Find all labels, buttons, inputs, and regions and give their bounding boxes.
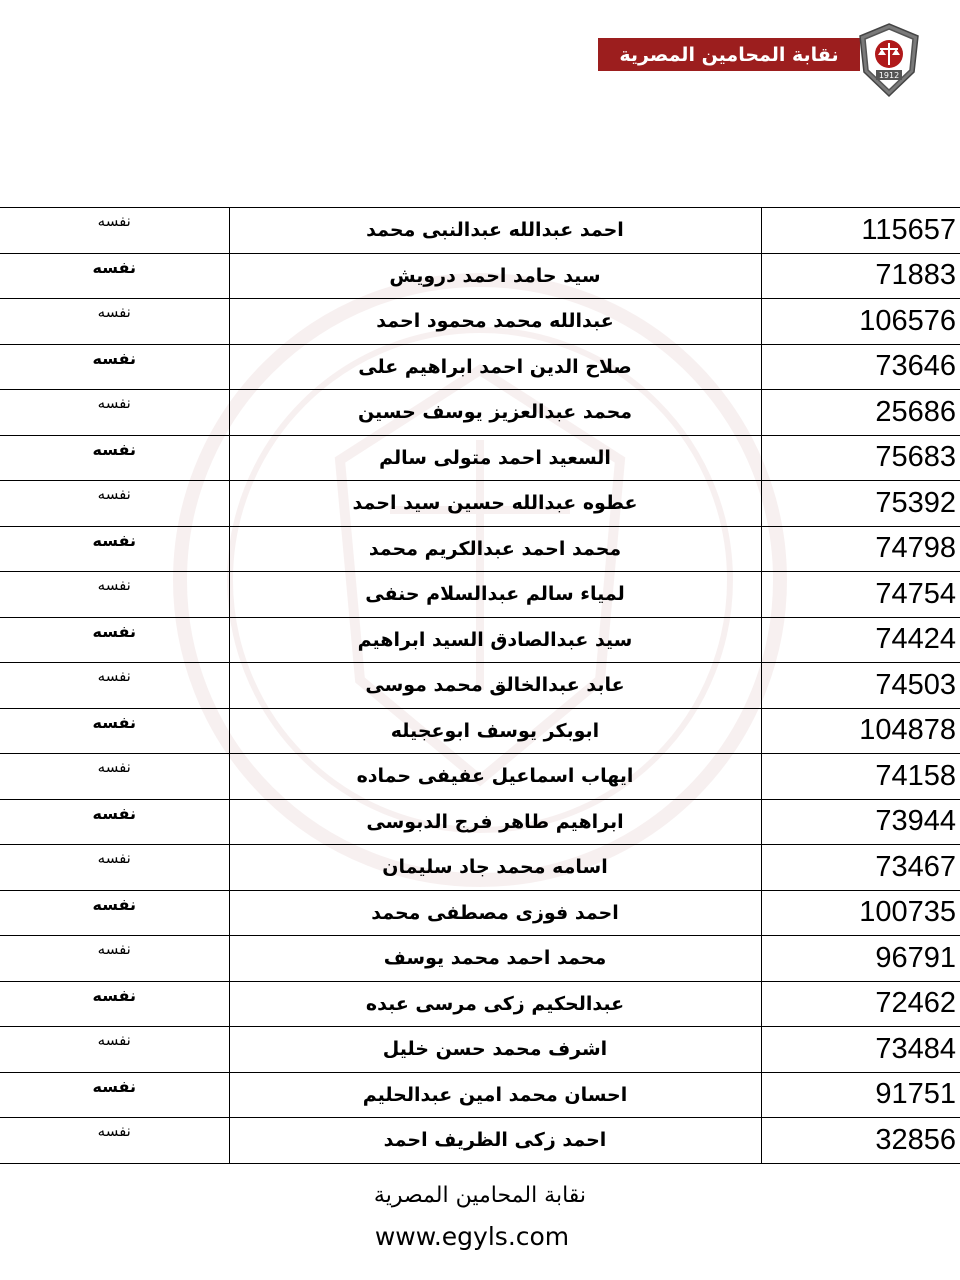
registration-number-cell: 74754 bbox=[761, 572, 960, 618]
registration-number-cell: 74424 bbox=[761, 617, 960, 663]
footer-title: نقابة المحامين المصرية bbox=[373, 1183, 587, 1208]
table-row bbox=[0, 344, 960, 390]
member-name-cell: احمد زكى الظريف احمد bbox=[229, 1118, 761, 1164]
table-row bbox=[0, 390, 960, 436]
table-row bbox=[0, 799, 960, 845]
registration-number-cell: 74798 bbox=[761, 526, 960, 572]
table-row bbox=[0, 708, 960, 754]
status-cell: نفسه bbox=[0, 526, 229, 572]
status-cell: نفسه bbox=[0, 981, 229, 1027]
member-name-cell: لمياء سالم عبدالسلام حنفى bbox=[229, 572, 761, 618]
registration-number-cell: 106576 bbox=[761, 299, 960, 345]
member-name-cell: اسامه محمد جاد سليمان bbox=[229, 845, 761, 891]
member-name-cell: محمد احمد عبدالكريم محمد bbox=[229, 526, 761, 572]
table-row bbox=[0, 1072, 960, 1118]
registration-number-cell: 115657 bbox=[761, 208, 960, 254]
registration-number-cell: 73484 bbox=[761, 1027, 960, 1073]
member-name-cell: صلاح الدين احمد ابراهيم على bbox=[229, 344, 761, 390]
status-cell: نفسه bbox=[0, 1072, 229, 1118]
status-cell: نفسه bbox=[0, 390, 229, 436]
registration-number-cell: 72462 bbox=[761, 981, 960, 1027]
registration-number-cell: 96791 bbox=[761, 936, 960, 982]
member-name-cell: احمد عبدالله عبدالنبى محمد bbox=[229, 208, 761, 254]
status-cell: نفسه bbox=[0, 754, 229, 800]
table-row bbox=[0, 890, 960, 936]
status-cell: نفسه bbox=[0, 208, 229, 254]
header-title-banner bbox=[598, 38, 860, 71]
status-cell: نفسه bbox=[0, 435, 229, 481]
member-name-cell: عطوه عبدالله حسين سيد احمد bbox=[229, 481, 761, 527]
table-row bbox=[0, 481, 960, 527]
status-cell: نفسه bbox=[0, 344, 229, 390]
table-row bbox=[0, 845, 960, 891]
header-title: نقابة المحامين المصرية bbox=[619, 43, 839, 66]
table-row bbox=[0, 663, 960, 709]
table-row bbox=[0, 526, 960, 572]
status-cell: نفسه bbox=[0, 663, 229, 709]
registration-number-cell: 104878 bbox=[761, 708, 960, 754]
member-name-cell: محمد عبدالعزيز يوسف حسين bbox=[229, 390, 761, 436]
member-name-cell: ابوبكر يوسف ابوعجيله bbox=[229, 708, 761, 754]
registration-number-cell: 74503 bbox=[761, 663, 960, 709]
member-name-cell: احمد فوزى مصطفى محمد bbox=[229, 890, 761, 936]
table-row bbox=[0, 253, 960, 299]
registration-number-cell: 100735 bbox=[761, 890, 960, 936]
syndicate-shield-logo-icon bbox=[856, 22, 922, 98]
table-row bbox=[0, 299, 960, 345]
member-name-cell: ابراهيم طاهر فرج الدبوسى bbox=[229, 799, 761, 845]
registration-number-cell: 32856 bbox=[761, 1118, 960, 1164]
registration-number-cell: 73646 bbox=[761, 344, 960, 390]
member-name-cell: السعيد احمد متولى سالم bbox=[229, 435, 761, 481]
members-table bbox=[0, 207, 960, 1164]
status-cell: نفسه bbox=[0, 845, 229, 891]
registration-number-cell: 74158 bbox=[761, 754, 960, 800]
table-row bbox=[0, 936, 960, 982]
table-row bbox=[0, 617, 960, 663]
table-row bbox=[0, 1027, 960, 1073]
registration-number-cell: 73467 bbox=[761, 845, 960, 891]
member-name-cell: اشرف محمد حسن خليل bbox=[229, 1027, 761, 1073]
status-cell: نفسه bbox=[0, 1118, 229, 1164]
registration-number-cell: 71883 bbox=[761, 253, 960, 299]
table-row bbox=[0, 435, 960, 481]
member-name-cell: عابد عبدالخالق محمد موسى bbox=[229, 663, 761, 709]
status-cell: نفسه bbox=[0, 572, 229, 618]
registration-number-cell: 91751 bbox=[761, 1072, 960, 1118]
member-name-cell: ايهاب اسماعيل عفيفى حماده bbox=[229, 754, 761, 800]
status-cell: نفسه bbox=[0, 1027, 229, 1073]
status-cell: نفسه bbox=[0, 253, 229, 299]
status-cell: نفسه bbox=[0, 299, 229, 345]
table-row bbox=[0, 572, 960, 618]
member-name-cell: احسان محمد امين عبدالحليم bbox=[229, 1072, 761, 1118]
table-row bbox=[0, 981, 960, 1027]
registration-number-cell: 75392 bbox=[761, 481, 960, 527]
member-name-cell: محمد احمد محمد يوسف bbox=[229, 936, 761, 982]
footer-url-link[interactable]: www.egyls.com bbox=[374, 1222, 570, 1251]
registration-number-cell: 25686 bbox=[761, 390, 960, 436]
status-cell: نفسه bbox=[0, 890, 229, 936]
status-cell: نفسه bbox=[0, 617, 229, 663]
status-cell: نفسه bbox=[0, 481, 229, 527]
registration-number-cell: 75683 bbox=[761, 435, 960, 481]
member-name-cell: سيد حامد احمد درويش bbox=[229, 253, 761, 299]
member-name-cell: سيد عبدالصادق السيد ابراهيم bbox=[229, 617, 761, 663]
table-row bbox=[0, 208, 960, 254]
status-cell: نفسه bbox=[0, 708, 229, 754]
member-name-cell: عبدالله محمد محمود احمد bbox=[229, 299, 761, 345]
member-name-cell: عبدالحكيم زكى مرسى عبده bbox=[229, 981, 761, 1027]
status-cell: نفسه bbox=[0, 799, 229, 845]
status-cell: نفسه bbox=[0, 936, 229, 982]
table-row bbox=[0, 1118, 960, 1164]
table-row bbox=[0, 754, 960, 800]
logo-year: 1912 bbox=[878, 71, 900, 80]
registration-number-cell: 73944 bbox=[761, 799, 960, 845]
